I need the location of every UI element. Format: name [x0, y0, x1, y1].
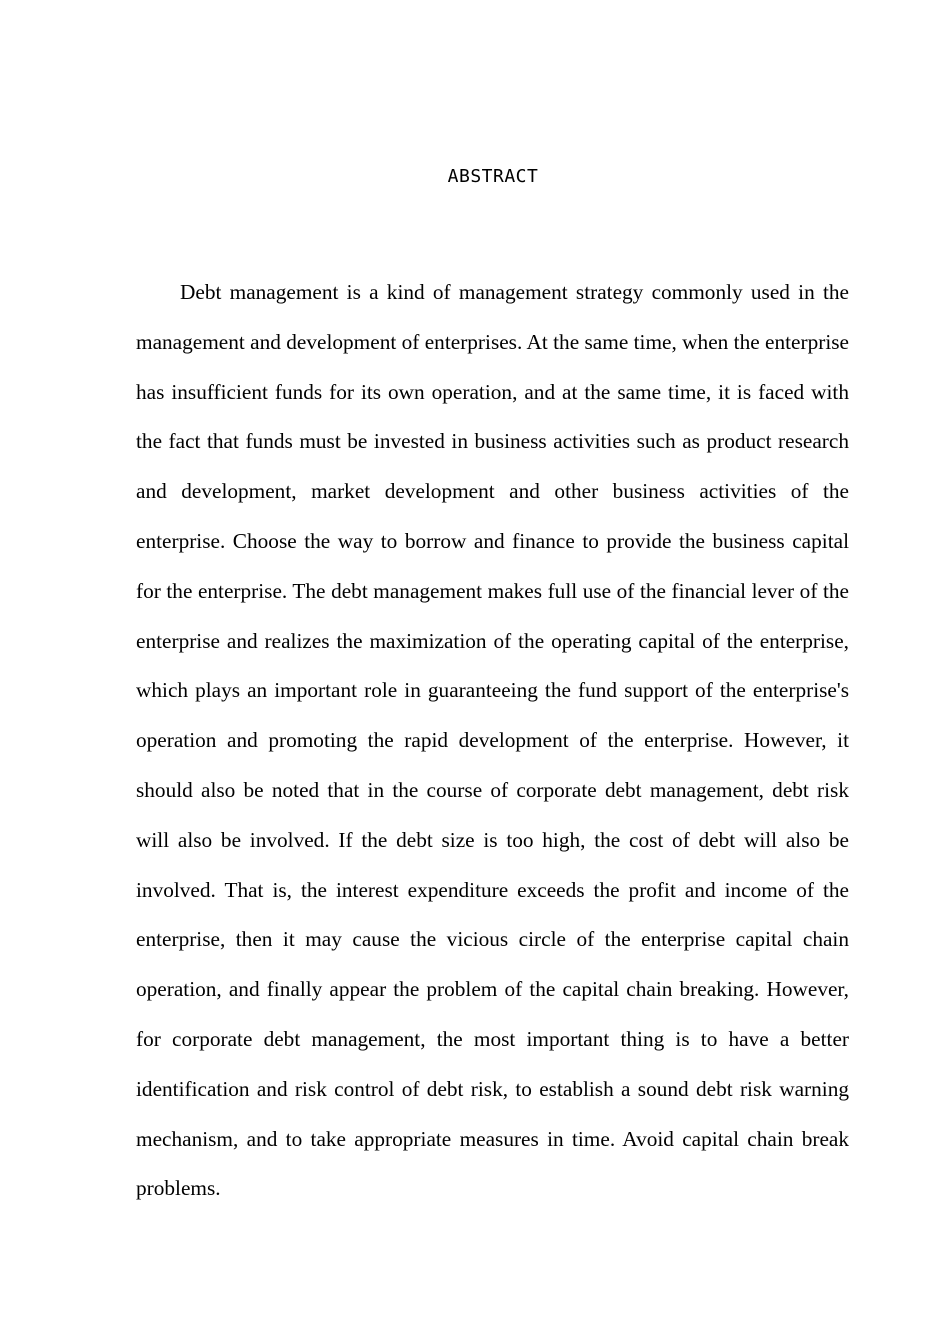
abstract-paragraph: Debt management is a kind of management strategy commonly used in the management and development of enterprises. At the same time, when the enterprise has insufficient funds for its own operation, and at the same time, it is faced with the fact that funds must be invested in business activities such as product research and development, market development and other business activities of the enterprise. Choose the way to borrow and finance to provide the business capital for the enterprise. The debt management makes full use of the financial lever of the enterprise and realizes the maximization of the operating capital of the enterprise, which plays an important role in guaranteeing the fund support of the enterprise's operation and promoting the rapid development of the enterprise. However, it should also be noted that in the course of corporate debt management, debt risk will also be involved. If the debt size is too high, the cost of debt will also be involved. That is, the interest expenditure exceeds the profit and income of the enterprise, then it may cause the vicious circle of the enterprise capital chain operation, and finally appear the problem of the capital chain breaking. However, for corporate debt management, the most important thing is to have a better identification and risk control of debt risk, to establish a sound debt risk warning mechanism, and to take appropriate measures in time. Avoid capital chain break problems.: [136, 280, 849, 1201]
abstract-title: ABSTRACT: [447, 166, 539, 187]
